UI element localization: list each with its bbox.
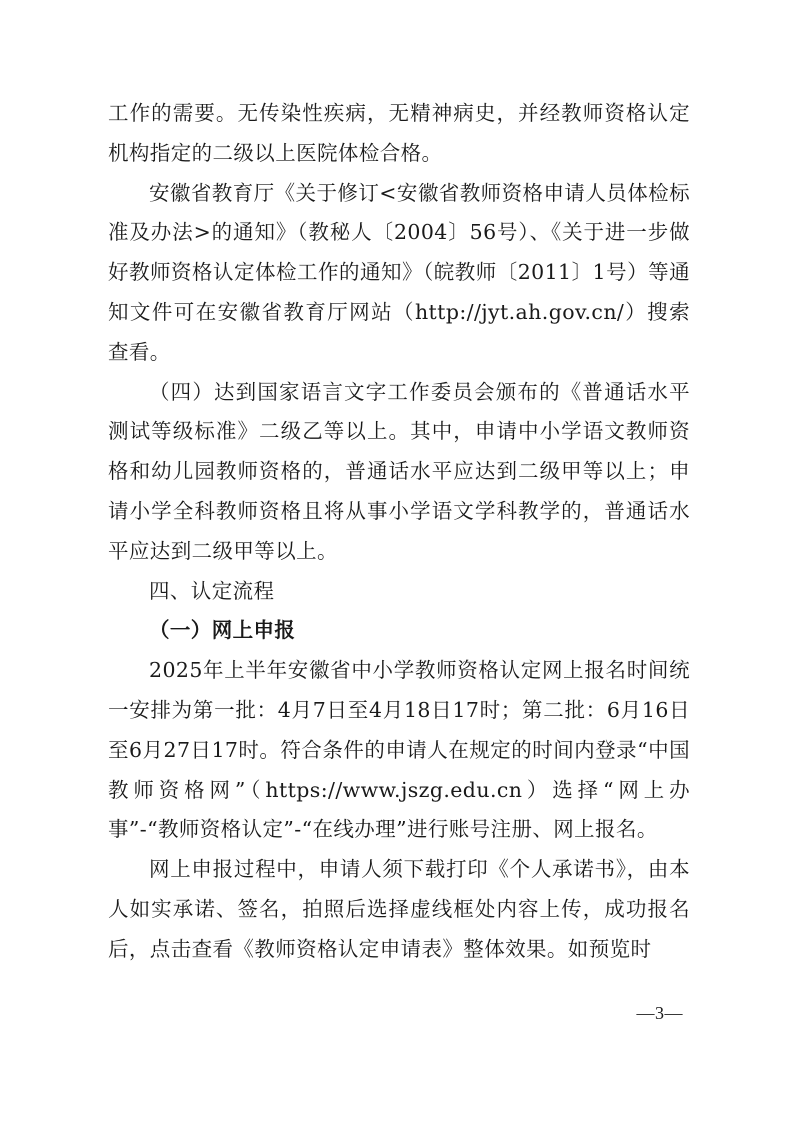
paragraph-online-process: 网上申报过程中，申请人须下载打印《个人承诺书》，由本人如实承诺、签名，拍照后选择虚线框处内容上传，成功报名后，点击查看《教师资格认定申请表》整体效果。如预览时 [108,857,690,961]
paragraph-health-notice: 安徽省教育厅《关于修订<安徽省教师资格申请人员体检标准及办法>的通知》（教秘人〔2004〕56号）、《关于进一步做好教师资格认定体检工作的通知》（皖教师〔2011〕1号）等通知文件可在安徽省教育厅网站（http://jyt.ah.gov.cn/）搜索查看。 [108,180,690,364]
paragraph-registration-time: 2025年上半年安徽省中小学教师资格认定网上报名时间统一安排为第一批：4月7日至4月18日17时；第二批：6月16日至6月27日17时。符合条件的申请人在规定的时间内登录“中国教师资格网”（https://www.jszg.edu.cn）选择“网上办事”-“教师资格认定”-“在线办理”进行账号注册、网上报名。 [108,658,690,842]
document-body [108,94,690,970]
subheading-online-application: （一）网上申报 [149,618,296,643]
section-heading-procedure: 四、认定流程 [149,578,275,603]
page-number: —3— [636,1003,683,1023]
paragraph-health-requirement: 工作的需要。无传染性疾病，无精神病史，并经教师资格认定机构指定的二级以上医院体检合格。 [108,101,690,165]
paragraph-mandarin-level: （四）达到国家语言文字工作委员会颁布的《普通话水平测试等级标准》二级乙等以上。其中，申请中小学语文教师资格和幼儿园教师资格的，普通话水平应达到二级甲等以上；申请小学全科教师资格且将从事小学语文学科教学的，普通话水平应达到二级甲等以上。 [108,379,690,563]
